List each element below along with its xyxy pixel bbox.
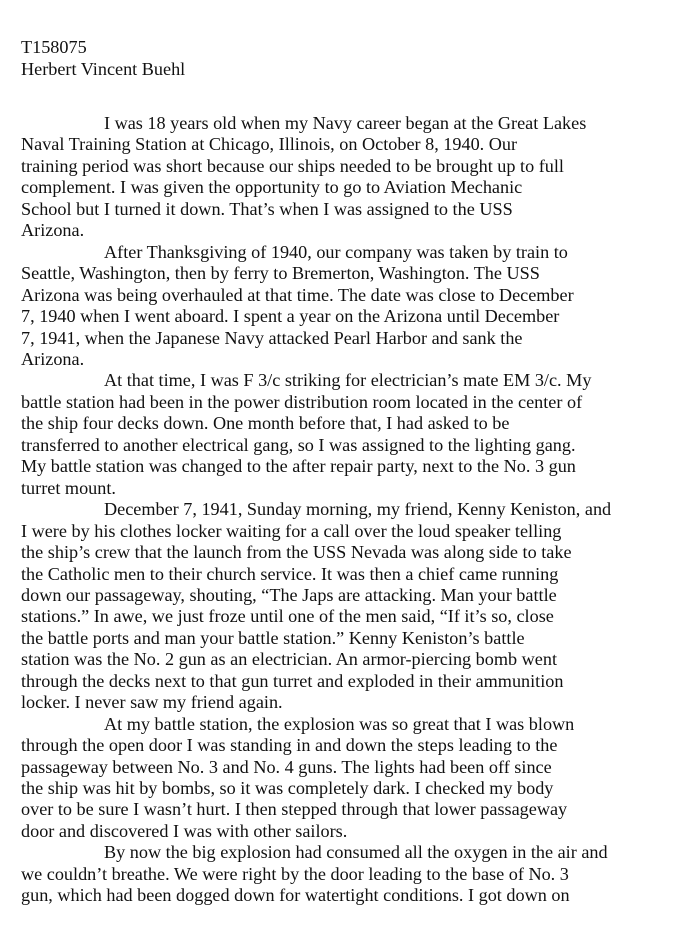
paragraph-line: Arizona was being overhauled at that time. The date was close to December xyxy=(21,284,574,305)
document-author: Herbert Vincent Buehl xyxy=(21,59,186,79)
paragraph-line: School but I turned it down. That’s when I was assigned to the USS xyxy=(21,198,513,219)
paragraph-first-line: At that time, I was F 3/c striking for electrician’s mate EM 3/c. My xyxy=(104,370,592,391)
paragraph-line: 7, 1941, when the Japanese Navy attacked Pearl Harbor and sank the xyxy=(21,327,523,348)
paragraph-line: down our passageway, shouting, “The Japs are attacking. Man your battle xyxy=(21,584,557,605)
paragraph-line: complement. I was given the opportunity to go to Aviation Mechanic xyxy=(21,177,523,198)
paragraph-line: stations.” In awe, we just froze until one of the men said, “If it’s so, close xyxy=(21,606,554,627)
document-id: T158075 xyxy=(21,37,87,57)
paragraph-line: 7, 1940 when I went aboard. I spent a year on the Arizona until December xyxy=(21,306,560,326)
paragraph-first-line: After Thanksgiving of 1940, our company was taken by train to xyxy=(104,241,568,262)
paragraph-line: Arizona. xyxy=(21,348,85,369)
paragraph-first-line: By now the big explosion had consumed all the oxygen in the air and xyxy=(104,842,608,863)
paragraph-line: transferred to another electrical gang, so I was assigned to the lighting gang. xyxy=(21,434,576,455)
paragraph-line: through the decks next to that gun turret and exploded in their ammunition xyxy=(21,670,564,691)
paragraph-line: door and discovered I was with other sailors. xyxy=(21,820,348,841)
paragraph-line: locker. I never saw my friend again. xyxy=(21,692,283,713)
paragraph-line: battle station had been in the power distribution room located in the center of xyxy=(21,391,583,412)
paragraph-line: through the open door I was standing in and down the steps leading to the xyxy=(21,735,558,755)
paragraph-line: turret mount. xyxy=(21,477,116,498)
paragraph-first-line: At my battle station, the explosion was so great that I was blown xyxy=(104,713,575,734)
paragraph-line: Arizona. xyxy=(21,220,85,241)
paragraph-line: the Catholic men to their church service. It was then a chief came running xyxy=(21,563,559,584)
paragraph-line: My battle station was changed to the after repair party, next to the No. 3 gun xyxy=(21,456,576,477)
paragraph-line: the ship was hit by bombs, so it was completely dark. I checked my body xyxy=(21,777,554,798)
paragraph-line: the battle ports and man your battle station.” Kenny Keniston’s battle xyxy=(21,627,525,648)
paragraph-line: over to be sure I wasn’t hurt. I then stepped through that lower passageway xyxy=(21,799,568,820)
paragraph-line: I were by his clothes locker waiting for a call over the loud speaker telling xyxy=(21,520,562,541)
paragraph-line: passageway between No. 3 and No. 4 guns. The lights had been off since xyxy=(21,756,552,777)
paragraph-line: Naval Training Station at Chicago, Illinois, on October 8, 1940. Our xyxy=(21,134,518,155)
paragraph-line: station was the No. 2 gun as an electrician. An armor-piercing bomb went xyxy=(21,649,558,670)
paragraph-line: training period was short because our ships needed to be brought up to full xyxy=(21,155,564,176)
paragraph-first-line: December 7, 1941, Sunday morning, my friend, Kenny Keniston, and xyxy=(104,499,612,520)
paragraph-line: the ship four decks down. One month before that, I had asked to be xyxy=(21,413,510,434)
paragraph-first-line: I was 18 years old when my Navy career began at the Great Lakes xyxy=(104,113,587,133)
paragraph-line: the ship’s crew that the launch from the USS Nevada was along side to take xyxy=(21,542,572,562)
paragraph-line: Seattle, Washington, then by ferry to Bremerton, Washington. The USS xyxy=(21,263,540,284)
paragraph-line: we couldn’t breathe. We were right by the door leading to the base of No. 3 xyxy=(21,863,569,884)
paragraph-line: gun, which had been dogged down for watertight conditions. I got down on xyxy=(21,885,570,906)
